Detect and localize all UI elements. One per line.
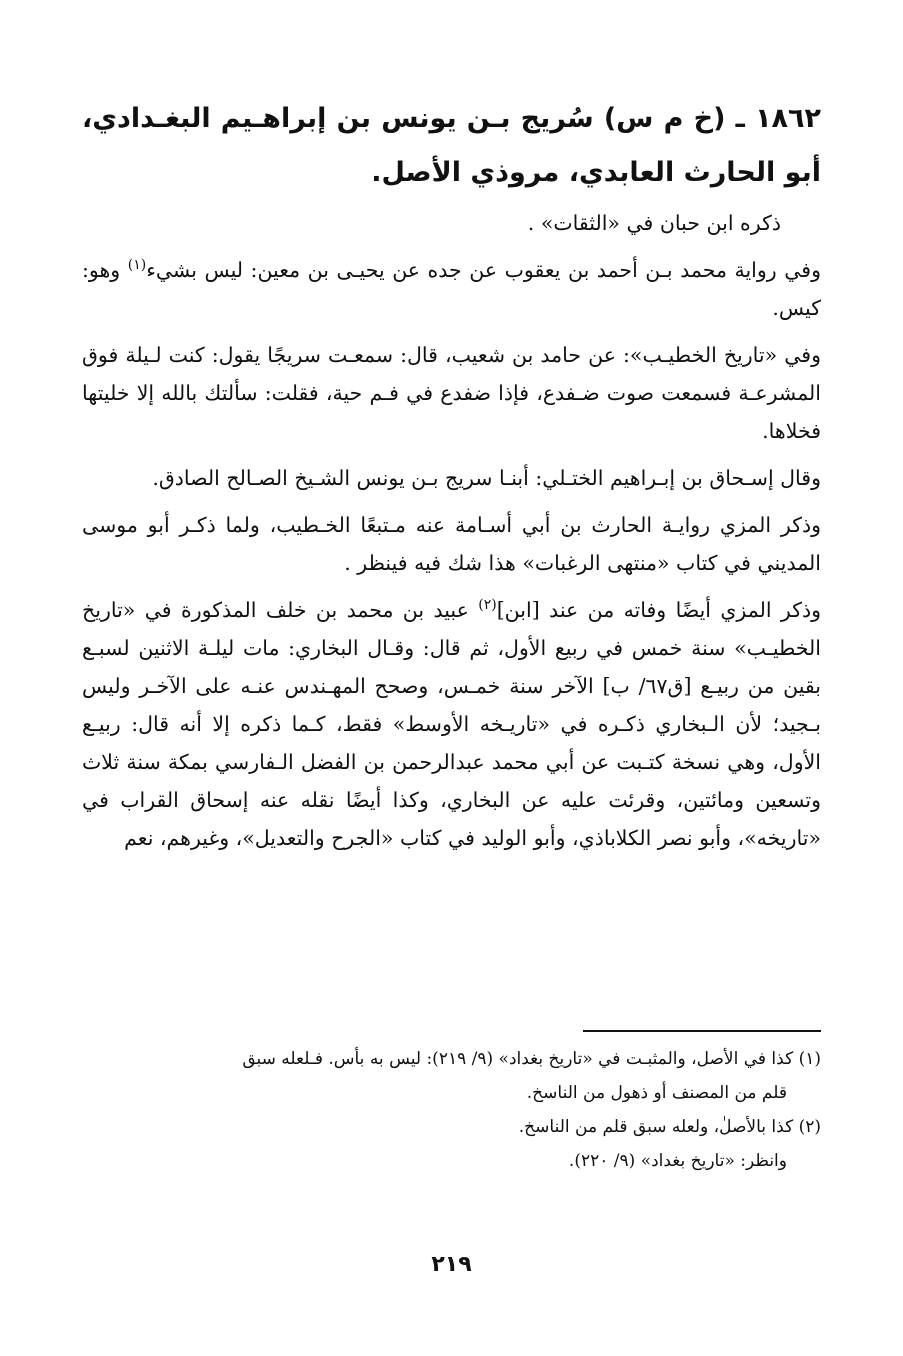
footnote-text: كذا بالأصلٰ، ولعله سبق قلم من الناسخ.	[518, 1117, 799, 1137]
paragraph-ibn-hibban: ذكره ابن حبان في «الثقات» .	[527, 211, 781, 235]
paragraph-text: وهو: كيس.	[82, 258, 821, 320]
footnote-ref-1: (١)	[127, 257, 147, 274]
footnote-number: (١)	[798, 1049, 821, 1069]
footnotes	[82, 1042, 821, 1178]
footnote-continuation: وانظر: «تاريخ بغداد» (٩/ ٢٢٠).	[568, 1151, 787, 1171]
footnote-continuation: قلم من المصنف أو ذهول من الناسخ.	[526, 1083, 787, 1103]
page-number: ٢١٩	[431, 1252, 472, 1277]
paragraph-text: وفي رواية محمد بـن أحمد بن يعقوب عن جده عن يحيـى بن معين: ليس بشيء	[146, 258, 821, 282]
paragraph-mizzi-wafat	[82, 591, 821, 857]
footnote-1	[82, 1042, 821, 1110]
footnote-separator	[583, 1030, 821, 1032]
paragraph-text: وذكر المزي أيضًا وفاته من عند [ابن]	[496, 598, 821, 622]
paragraph-text: عبيد بن محمد بن خلف المذكورة في «تاريخ الخطيـب» سنة خمس في ربيع الأول، ثم قال: وقـال البخاري: مات ليلـة الاثنين لسبـع بقين من ربيـع [ق٦٧/ ب] الآخر سنة خمـس، وصحح المهـندس عنـه على الآخـر وليس بـجيد؛ لأن الـبخاري ذكـره في «تاريـخه الأوسط» فقط، كـما ذكره إلا أنه قال: ربيـع الأول، وهي نسخة كتـبت عن أبي محمد عبدالرحمن بن الفضل الـفارسي بمكة سنة ثلاث وتسعين ومائتين، وقرئت عليه عن البخاري، وكذا أيضًا نقله عنه إسحاق القراب في «تاريخه»، وأبو نصر الكلاباذي، وأبو الوليد في كتاب «الجرح والتعديل»، وغيرهم، نعم	[82, 598, 821, 850]
paragraph-ibn-maeen	[82, 251, 821, 327]
paragraph-ishaq-khuttali: وقال إسـحاق بن إبـراهيم الختـلي: أبنـا سريج بـن يونس الشـيخ الصـالح الصادق.	[152, 466, 821, 490]
entry-heading: ١٨٦٢ ـ (خ م س) سُريج بـن يونس بن إبراهـيم البغـدادي، أبو الحارث العابدي، مروذي الأصل.	[82, 103, 821, 188]
footnote-number: (٢)	[798, 1117, 821, 1137]
footnote-2	[82, 1110, 821, 1178]
footnote-text: كذا في الأصل، والمثبـت في «تاريخ بغداد» (٩/ ٢١٩): ليس به بأس. فـلعله سبق	[242, 1049, 799, 1069]
paragraph-tarikh-khatib: وفي «تاريخ الخطيـب»: عن حامد بن شعيب، قال: سمعـت سريجًا يقول: كنت لـيلة فوق المشرعـة فسمعت صوت ضـفدع، فإذا ضفدع في فـم حية، فقلت: سألتك بالله إلا خليتها فخلاها.	[82, 343, 821, 443]
paragraph-mizzi-riwaya: وذكر المزي روايـة الحارث بن أبي أسـامة عنه مـتبعًا الخـطيب، ولما ذكـر أبو موسى المديني في كتاب «منتهى الرغبات» هذا شك فيه فينظر .	[82, 513, 821, 575]
footnote-ref-2: (٢)	[478, 597, 497, 614]
main-text	[82, 92, 821, 866]
